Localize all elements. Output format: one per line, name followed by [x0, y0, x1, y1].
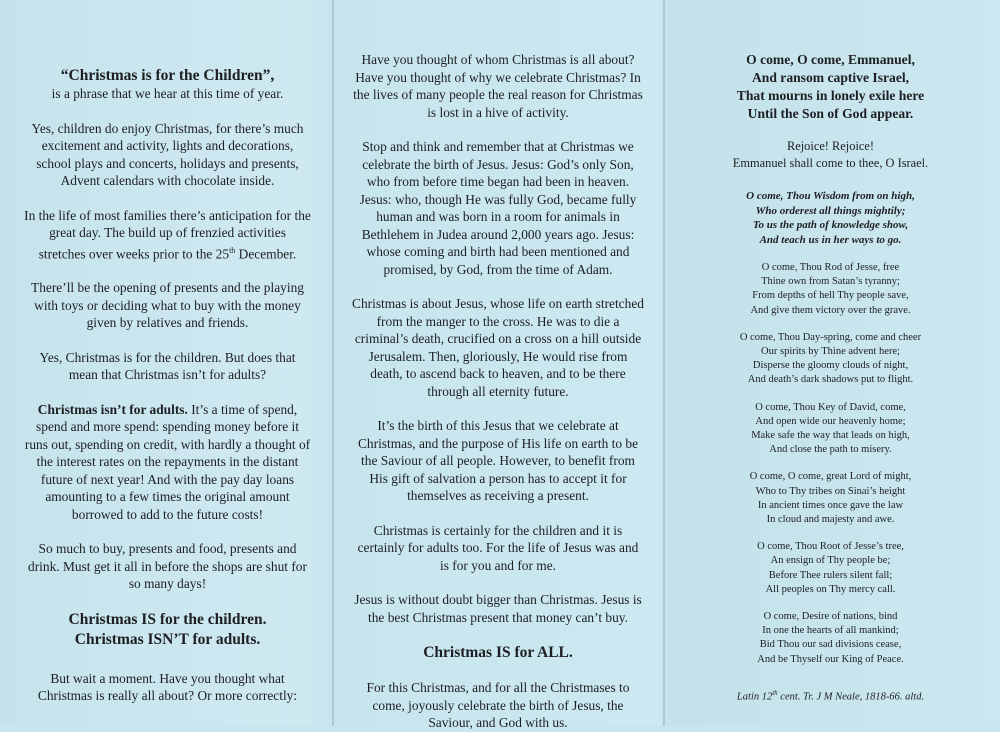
- hymn-stanza-7: [685, 540, 976, 597]
- paragraph: [24, 401, 311, 524]
- verse-line: In cloud and majesty and awe.: [766, 514, 895, 526]
- paragraph: Christmas is about Jesus, whose life on earth stretched from the manger to the cross. He was to die a criminal’s death, crucified on a cross on a hill outside Jerusalem. Then, gloriously, He would rise from death, to ascend back to heaven, and to be there through all eternity future.: [352, 296, 644, 399]
- verse-line: And give them victory over the grave.: [750, 304, 911, 316]
- panel-middle: [334, 0, 664, 730]
- superscript: th: [229, 245, 236, 255]
- verse-line: And open wide our heavenly home;: [755, 415, 906, 427]
- paragraph: [24, 207, 311, 263]
- paragraph: For this Christmas, and for all the Christmases to come, joyously celebrate the birth of Jesus, the Saviour, and God with us.: [366, 680, 630, 730]
- verse-line: O come, Desire of nations, bind: [763, 611, 898, 623]
- verse-line: O come, Thou Root of Jesse’s tree,: [757, 541, 904, 553]
- verse-line: And teach us in her ways to go.: [759, 233, 902, 246]
- verse-line: In one the hearts of all mankind;: [762, 625, 899, 637]
- verse-line: O come, Thou Day-spring, come and cheer: [739, 331, 922, 343]
- bold-lead: Christmas isn’t for adults.: [37, 401, 188, 417]
- verse-line: And death’s dark shadows put to flight.: [747, 374, 914, 386]
- paragraph: But wait a moment. Have you thought what Christmas is really all about? Or more correctly:: [37, 670, 298, 704]
- verse-line: And close the path to misery.: [769, 444, 892, 456]
- verse-line: And ransom captive Israel,: [751, 70, 910, 85]
- leaflet-subtitle: is a phrase that we hear at this time of year.: [51, 86, 284, 101]
- paragraph: There’ll be the opening of presents and the playing with toys or deciding what to buy with the money given by relatives and friends.: [31, 280, 304, 331]
- verse-line: To us the path of knowledge show,: [752, 219, 909, 231]
- verse-line: From depths of hell Thy people save,: [752, 290, 909, 302]
- verse-line: Thine own from Satan’s tyranny;: [761, 276, 900, 288]
- verse-line: Our spirits by Thine advent here;: [761, 346, 900, 358]
- verse-line: O come, O come, great Lord of might,: [749, 471, 912, 483]
- verse-line: O come, O come, Emmanuel,: [746, 52, 915, 67]
- text: It’s a time of spend, spend and more spend: spending money before it runs out, spending on credit, with hardly a thought of the interest rates on the repayments in the distant future of next year! And with the pay day loans amounting to a few times the original amount borrowed to add to the future costs!: [24, 401, 311, 522]
- verse-line: Disperse the gloomy clouds of night,: [752, 360, 909, 372]
- verse-line: O come, Thou Rod of Jesse, free: [761, 262, 900, 273]
- verse-line: Make safe the way that leads on high,: [751, 430, 910, 442]
- panel-right-hymn: [665, 0, 1000, 726]
- paragraph: Yes, children do enjoy Christmas, for there’s much excitement and activity, lights and decorations, school plays and concerts, holidays and presents, Advent calendars with chocolate inside.: [31, 120, 304, 188]
- verse-line: Who orderest all things mightily;: [755, 204, 906, 217]
- verse-line: In ancient times once gave the law: [757, 499, 904, 511]
- superscript: th: [772, 688, 778, 697]
- refrain-line: Rejoice! Rejoice!: [786, 139, 875, 153]
- heading-line: Christmas ISN’T for adults.: [74, 630, 261, 648]
- hymn-stanza-2: [685, 189, 976, 247]
- paragraph: Stop and think and remember that at Christmas we celebrate the birth of Jesus. Jesus: God’s only Son, who from before time began had been in heaven. Jesus: who, though He was fully God, became fully human and was born in a room for animals in Bethlehem in Judea around 2,000 years ago. Jesus: whose coming and birth had been mentioned and promised, by God, from the time of Adam.: [359, 139, 637, 277]
- text: December.: [235, 245, 297, 261]
- verse-line: Bid Thou our sad divisions cease,: [759, 639, 902, 651]
- verse-line: Until the Son of God appear.: [747, 106, 914, 121]
- verse-line: O come, Thou Wisdom from on high,: [746, 190, 915, 202]
- leaflet-title: “Christmas is for the Children”,: [60, 67, 275, 84]
- text: In the life of most families there’s anticipation for the great day. The build up of frenzied activities stretches over weeks prior to the 25: [24, 207, 311, 261]
- paragraph: Have you thought of whom Christmas is all about? Have you thought of why we celebrate Christmas? In the lives of many people the real reason for Christmas is lost in a hive of activity.: [353, 52, 643, 120]
- verse-line: An ensign of Thy people be;: [770, 555, 891, 567]
- text: cent. Tr. J M Neale, 1818-66. altd.: [777, 691, 925, 703]
- hymn-stanza-3: [685, 261, 976, 318]
- verse-line: That mourns in lonely exile here: [736, 88, 925, 103]
- heading-line: Christmas IS for the children.: [68, 610, 267, 628]
- refrain-line: Emmanuel shall come to thee, O Israel.: [732, 155, 929, 170]
- hymn-stanza-4: [685, 331, 976, 388]
- verse-line: Who to Thy tribes on Sinai’s height: [755, 485, 906, 497]
- verse-line: And be Thyself our King of Peace.: [757, 653, 904, 665]
- hymn-refrain: [685, 138, 976, 171]
- hymn-stanza-8: [685, 610, 976, 667]
- panel-left: [0, 0, 333, 726]
- verse-line: All peoples on Thy mercy call.: [765, 583, 896, 595]
- verse-line: O come, Thou Key of David, come,: [755, 401, 906, 413]
- section-heading: Christmas IS for ALL.: [423, 644, 573, 661]
- text: Latin 12: [736, 691, 773, 703]
- paragraph: Christmas is certainly for the children and it is certainly for adults too. For the life of Jesus was and is for you and for me.: [357, 522, 639, 573]
- hymn-stanza-5: [685, 401, 976, 458]
- hymn-credit: [685, 685, 976, 706]
- section-heading: [24, 610, 311, 650]
- paragraph: It’s the birth of this Jesus that we celebrate at Christmas, and the purpose of His life on earth to be the Saviour of all people. However, to benefit from His gift of salvation a person has to accept it for themselves as receiving a present.: [357, 418, 639, 503]
- paragraph: So much to buy, presents and food, presents and drink. Must get it all in before the shops are shut for so many days!: [28, 541, 307, 592]
- verse-line: Before Thee rulers silent fall;: [768, 569, 893, 581]
- paragraph: Jesus is without doubt bigger than Christmas. Jesus is the best Christmas present that money can’t buy.: [354, 592, 642, 625]
- hymn-stanza-6: [685, 470, 976, 527]
- paragraph: Yes, Christmas is for the children. But does that mean that Christmas isn’t for adults?: [39, 349, 296, 383]
- hymn-stanza-1: [685, 51, 976, 123]
